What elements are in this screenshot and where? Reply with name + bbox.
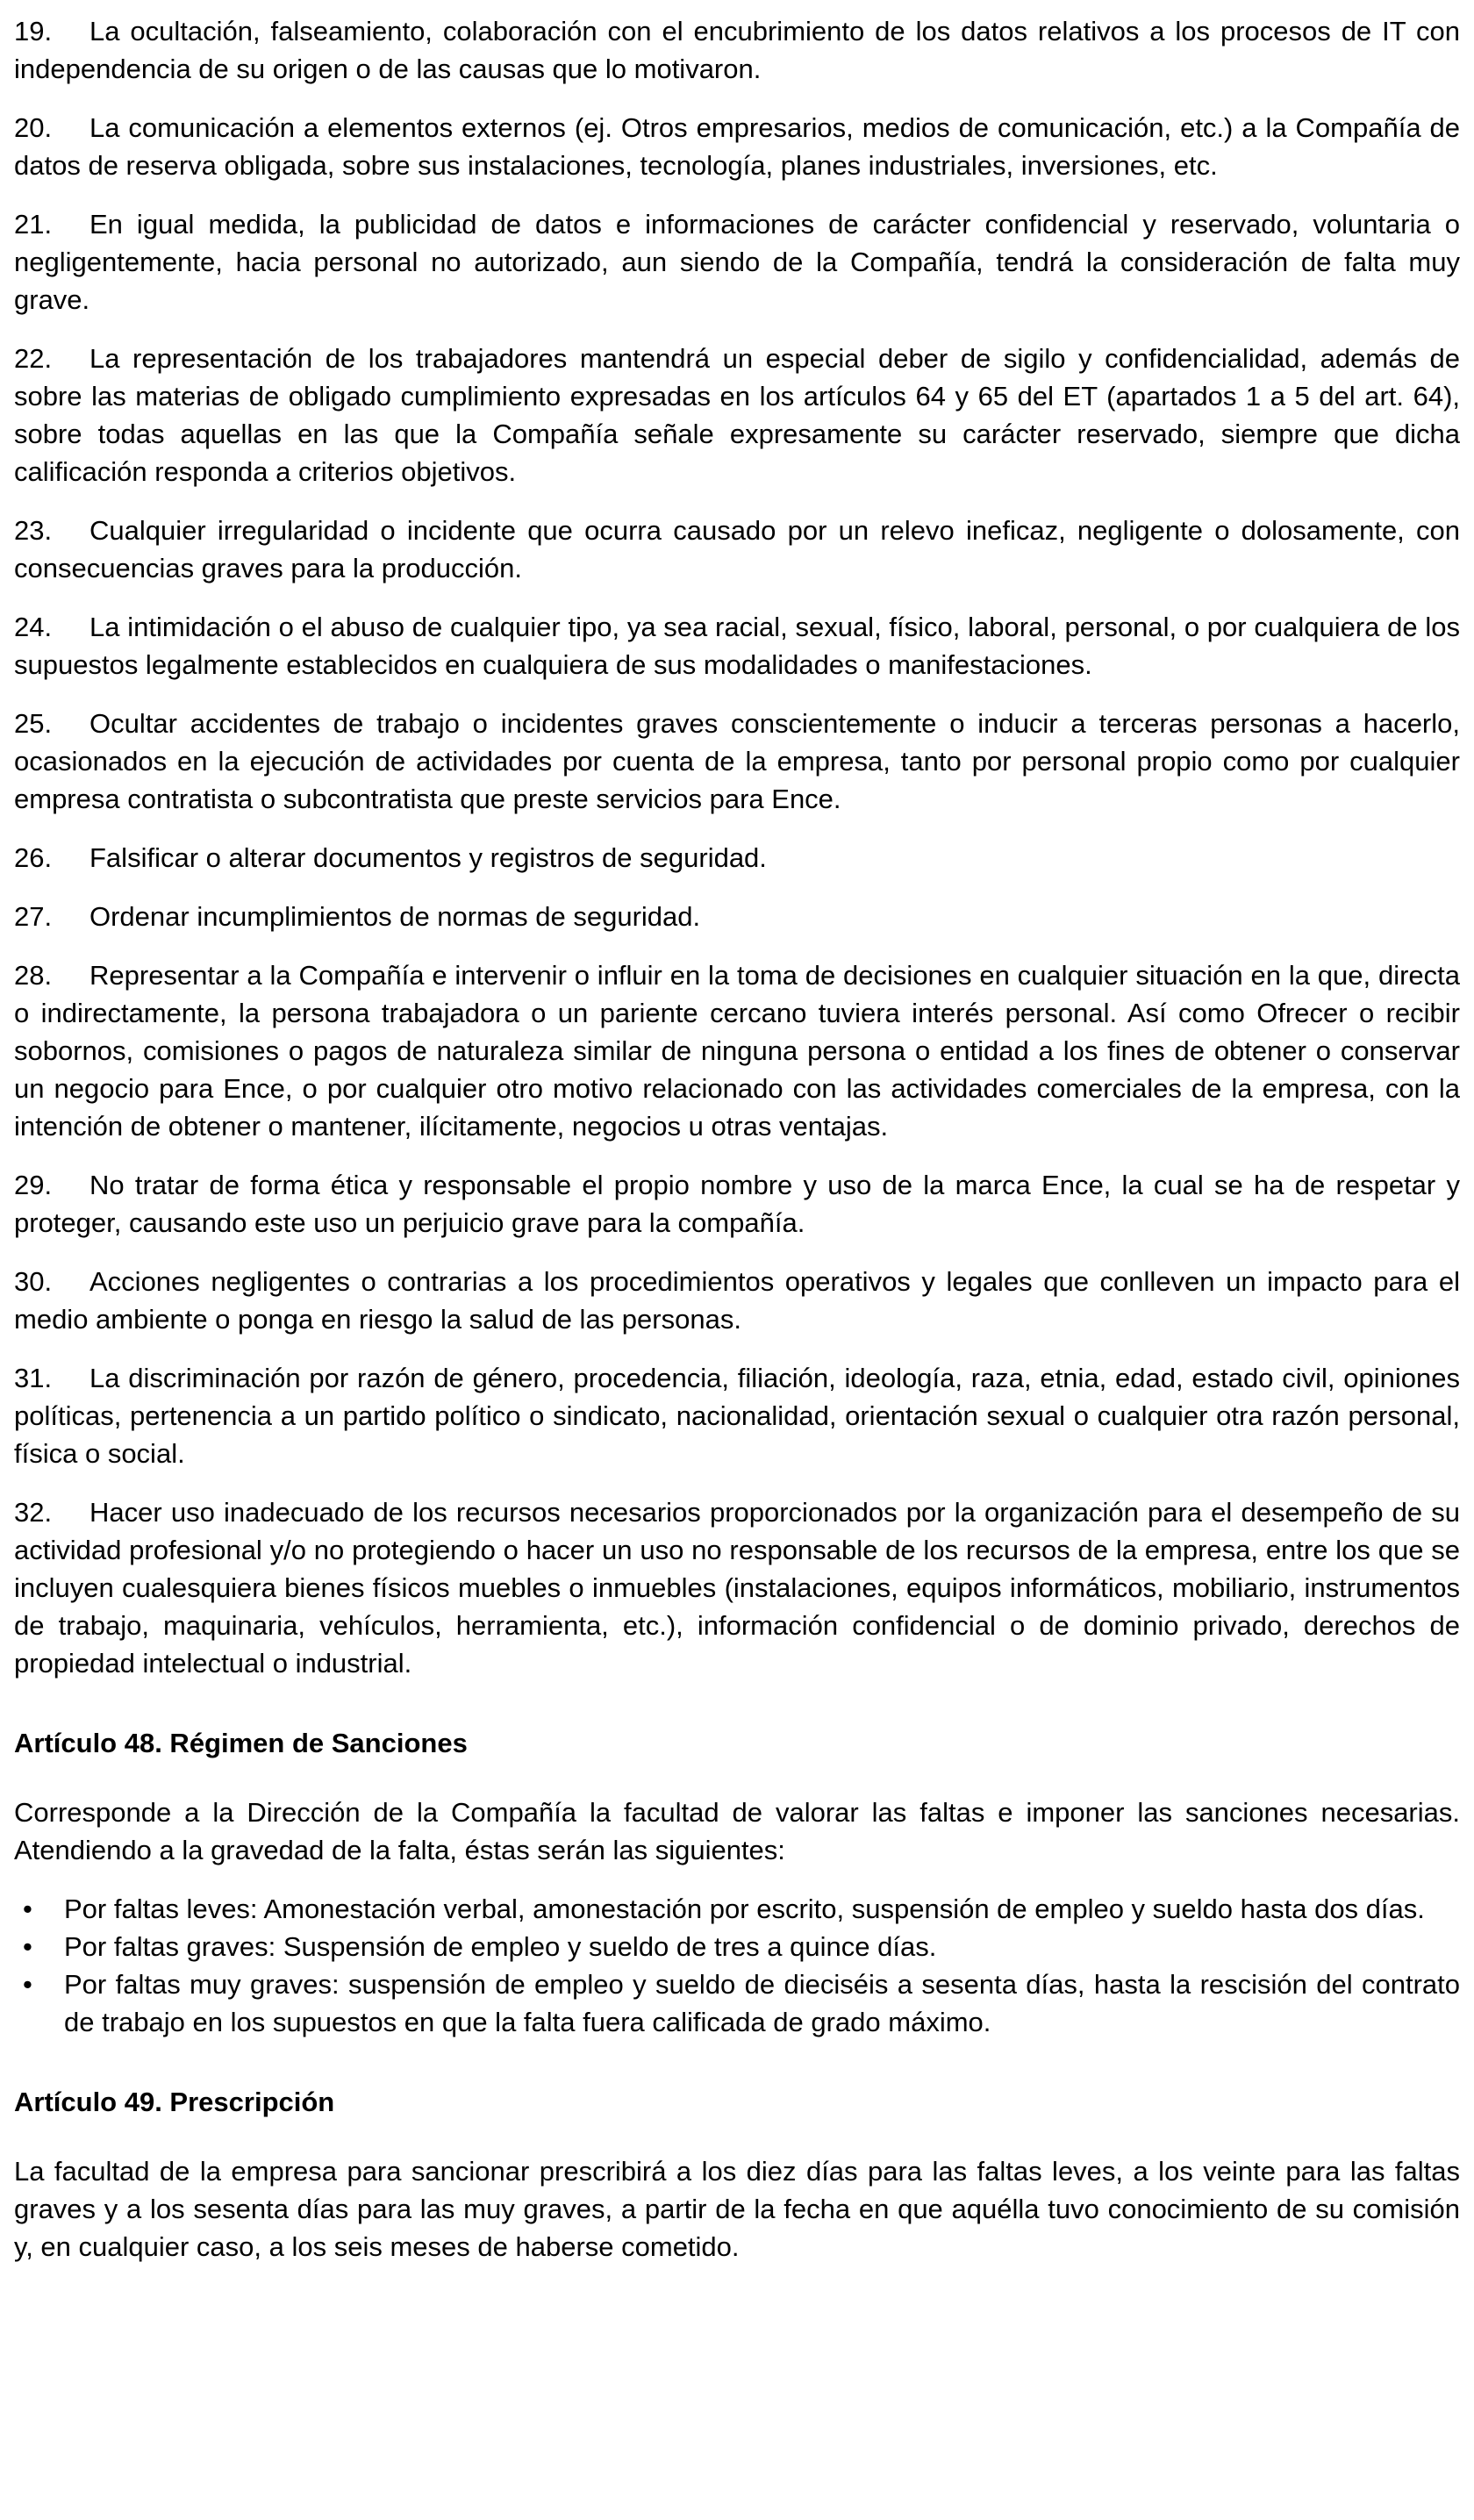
- item-text: Acciones negligentes o contrarias a los procedimientos operativos y legales que conlleven un impacto para el medio ambiente o ponga en riesgo la salud de las personas.: [14, 1266, 1460, 1335]
- article-49-body: La facultad de la empresa para sancionar prescribirá a los diez días para las faltas leves, a los veinte para las faltas graves y a los sesenta días para las muy graves, a partir de la fecha en que aquélla tuvo conocimiento de su comisión y, en cualquier caso, a los seis meses de haberse cometido.: [14, 2156, 1460, 2262]
- bullet-item: • Por faltas muy graves: suspensión de empleo y sueldo de dieciséis a sesenta días, hasta la rescisión del contrato de trabajo en los supuestos en que la falta fuera calificada de grado máximo.: [64, 1965, 1460, 2041]
- numbered-paragraph: [14, 512, 1460, 587]
- numbered-paragraph: [14, 705, 1460, 818]
- item-text: En igual medida, la publicidad de datos e informaciones de carácter confidencial y reservado, voluntaria o negligentemente, hacia personal no autorizado, aun siendo de la Compañía, tendrá la consideración de falta muy grave.: [14, 209, 1460, 315]
- item-text: No tratar de forma ética y responsable el propio nombre y uso de la marca Ence, la cual se ha de respetar y proteger, causando este uso un perjuicio grave para la compañía.: [14, 1170, 1460, 1238]
- numbered-paragraph: [14, 1166, 1460, 1242]
- bullet-item: • Por faltas graves: Suspensión de empleo y sueldo de tres a quince días.: [64, 1928, 1460, 1965]
- item-number: 30.: [14, 1266, 53, 1297]
- numbered-paragraph: [14, 340, 1460, 490]
- numbered-paragraph: [14, 608, 1460, 684]
- item-text: La representación de los trabajadores mantendrá un especial deber de sigilo y confidencialidad, además de sobre las materias de obligado cumplimiento expresadas en los artículos 64 y 65 del ET (apartados 1 a 5 del art. 64), sobre todas aquellas en las que la Compañía señale expresamente su carácter reservado, siempre que dicha calificación responda a criterios objetivos.: [14, 343, 1460, 487]
- item-number: 31.: [14, 1363, 53, 1393]
- item-text: Cualquier irregularidad o incidente que ocurra causado por un relevo ineficaz, negligente o dolosamente, con consecuencias graves para la producción.: [14, 515, 1460, 583]
- item-number: 19.: [14, 16, 53, 47]
- item-number: 24.: [14, 612, 53, 642]
- numbered-paragraph: [14, 12, 1460, 88]
- item-number: 25.: [14, 708, 53, 739]
- numbered-paragraph: [14, 956, 1460, 1145]
- item-text: La discriminación por razón de género, procedencia, filiación, ideología, raza, etnia, edad, estado civil, opiniones políticas, pertenencia a un partido político o sindicato, nacionalidad, orientación sexual o cualquier otra razón personal, física o social.: [14, 1363, 1460, 1469]
- numbered-paragraph: [14, 839, 1460, 877]
- item-number: 23.: [14, 515, 53, 546]
- item-number: 28.: [14, 960, 53, 991]
- item-text: Representar a la Compañía e intervenir o influir en la toma de decisiones en cualquier situación en la que, directa o indirectamente, la persona trabajadora o un pariente cercano tuviera interés personal. Así como Ofrecer o recibir sobornos, comisiones o pagos de naturaleza similar de ninguna persona o entidad a los fines de obtener o conservar un negocio para Ence, o por cualquier otro motivo relacionado con las actividades comerciales de la empresa, con la intención de obtener o mantener, ilícitamente, negocios u otras ventajas.: [14, 960, 1460, 1142]
- item-number: 26.: [14, 842, 53, 873]
- item-text: La intimidación o el abuso de cualquier tipo, ya sea racial, sexual, físico, laboral, personal, o por cualquiera de los supuestos legalmente establecidos en cualquiera de sus modalidades o manifestaciones.: [14, 612, 1460, 680]
- sanctions-bullet-list: [14, 1890, 1460, 2041]
- article-48-heading: Artículo 48. Régimen de Sanciones: [14, 1728, 468, 1758]
- item-number: 22.: [14, 343, 53, 374]
- item-number: 21.: [14, 209, 53, 240]
- item-text: Ocultar accidentes de trabajo o incidentes graves conscientemente o inducir a terceras personas a hacerlo, ocasionados en la ejecución de actividades por cuenta de la empresa, tanto por personal propio como por cualquier empresa contratista o subcontratista que preste servicios para Ence.: [14, 708, 1460, 814]
- numbered-paragraph: [14, 1359, 1460, 1472]
- item-text: Hacer uso inadecuado de los recursos necesarios proporcionados por la organización para el desempeño de su actividad profesional y/o no protegiendo o hacer un uso no responsable de los recursos de la empresa, entre los que se incluyen cualesquiera bienes físicos muebles o inmuebles (instalaciones, equipos informáticos, mobiliario, instrumentos de trabajo, maquinaria, vehículos, herramienta, etc.), información confidencial o de dominio privado, derechos de propiedad intelectual o industrial.: [14, 1497, 1460, 1679]
- item-number: 27.: [14, 901, 53, 932]
- numbered-paragraph: [14, 205, 1460, 319]
- item-number: 29.: [14, 1170, 53, 1200]
- numbered-paragraph: [14, 898, 1460, 935]
- article-49-heading: Artículo 49. Prescripción: [14, 2087, 335, 2117]
- item-text: La comunicación a elementos externos (ej. Otros empresarios, medios de comunicación, etc.) a la Compañía de datos de reserva obligada, sobre sus instalaciones, tecnología, planes industriales, inversiones, etc.: [14, 112, 1460, 181]
- article-48-intro: Corresponde a la Dirección de la Compañía la facultad de valorar las faltas e imponer las sanciones necesarias. Atendiendo a la gravedad de la falta, éstas serán las siguientes:: [14, 1797, 1460, 1865]
- item-number: 20.: [14, 112, 53, 143]
- item-text: La ocultación, falseamiento, colaboración con el encubrimiento de los datos relativos a los procesos de IT con independencia de su origen o de las causas que lo motivaron.: [14, 16, 1460, 84]
- item-number: 32.: [14, 1497, 53, 1528]
- item-text: Falsificar o alterar documentos y registros de seguridad.: [89, 842, 767, 873]
- bullet-item: • Por faltas leves: Amonestación verbal, amonestación por escrito, suspensión de empleo y sueldo hasta dos días.: [64, 1890, 1460, 1928]
- item-text: Ordenar incumplimientos de normas de seguridad.: [89, 901, 701, 932]
- numbered-paragraph: [14, 1263, 1460, 1338]
- numbered-paragraph: [14, 109, 1460, 184]
- numbered-paragraph: [14, 1493, 1460, 1682]
